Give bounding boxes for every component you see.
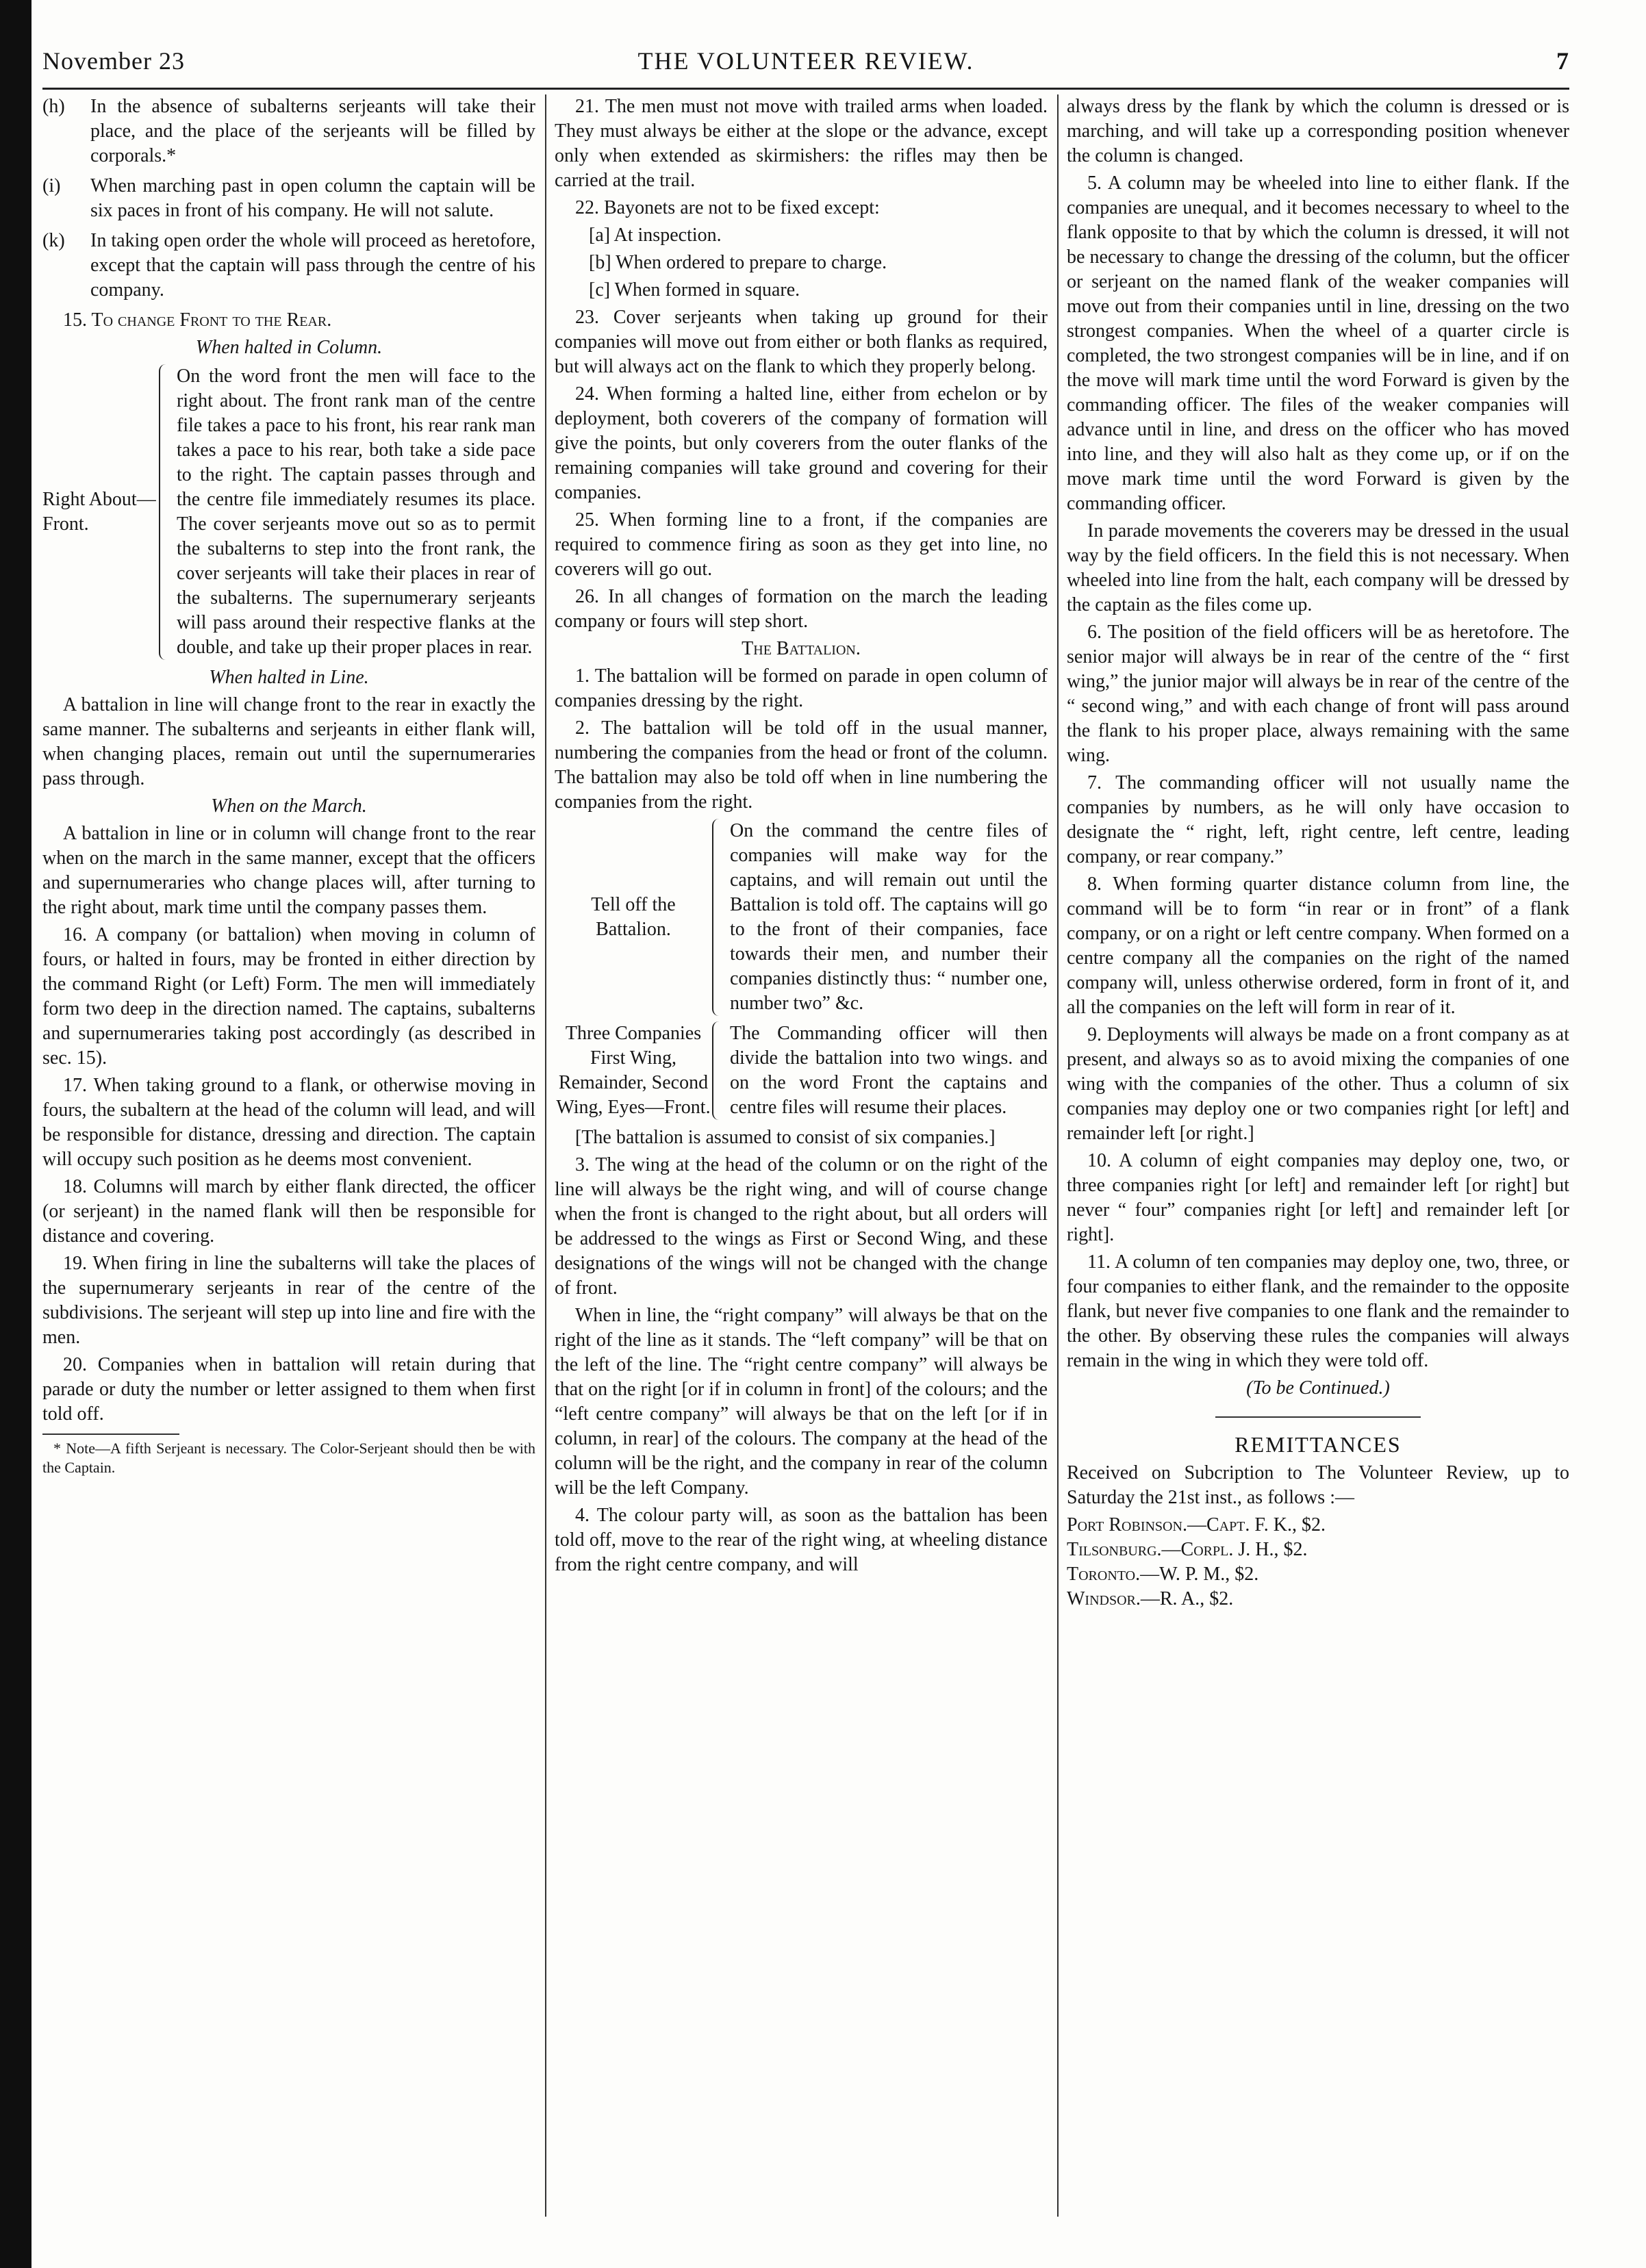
paragraph: 4. The colour party will, as soon as the battalion has been told off, move to the rear of the right wing, at wheeling distance from the right centre company, and will (555, 1505, 1048, 1575)
side-text: The Commanding officer will then divide the battalion into two wings. and on the word Front the captains and centre files will resume their places. (730, 1023, 1048, 1118)
column-2 (555, 94, 1048, 1580)
list-item (42, 174, 535, 223)
footnote: * Note—A fifth Serjeant is necessary. The Color-Serjeant should then be with the Captain. (42, 1440, 535, 1476)
paragraph: A battalion in line or in column will change front to the rear when on the march in the same manner, except that the officers and supernumeraries who change places will, after turning to the right about, mark time until the company passes them. (42, 823, 535, 918)
footnote-rule (42, 1434, 179, 1435)
list-item (42, 94, 535, 168)
brace (712, 819, 723, 1016)
paragraph: 16. A company (or battalion) when moving in column of fours, or halted in fours, may be fronted in either direction by the command Right (or Left) Form. The men will immediately form two deep in the direction named. The captains, subalterns and supernumeraries taking post accordingly (as described in sec. 15). (42, 924, 535, 1069)
header-page-number: 7 (1556, 47, 1569, 75)
binding-spine (0, 0, 31, 2268)
paragraph: A battalion in line will change front to the rear in exactly the same manner. The subalterns and serjeants in either flank will, when changing places, remain out until the supernumeraries pass through. (42, 694, 535, 789)
column-rule-2 (1057, 94, 1059, 2217)
section-heading: The Battalion. (742, 638, 861, 659)
brace (712, 1021, 723, 1120)
paragraph: 8. When forming quarter distance column from line, the command will be to form “in rear or in front” of a flank company, or on a right or left centre company. When formed on a centre company all the companies on the right of the named company will, unless otherwise ordered, form in front of it, and all the companies on the left will form in rear of it. (1067, 874, 1569, 1018)
paragraph: 5. A column may be wheeled into line to either flank. If the companies are unequal, and it becomes necessary to wheel to the flank opposite to that by which the column is dressed, it will not be necessary to change the dressing of the column, but the officer or serjeant on the named flank of the weaker companies will move out from their companies until in line, dressing on the two strongest companies. When the wheel of a quarter circle is completed, the two strongest companies will be in line, and if on the move will mark time until the word Forward is given by the commanding officer. The files of the weaker companies will advance until in line, and dress on the officer who has moved into line, and they will also halt as they come up, or if on the move mark time until the word Forward is given by the commanding officer. (1067, 173, 1569, 514)
item-text: When marching past in open column the captain will be six paces in front of his company. He will not salute. (90, 175, 535, 221)
paragraph: 6. The position of the field officers will be as heretofore. The senior major will always be in rear of the centre of the “ first wing,” the junior major will always be in rear of the centre of the “ second wing,” and with each change of front will pass around the flank to his proper place, always remaining with the same wing. (1067, 622, 1569, 766)
subheading: When halted in Line. (209, 667, 369, 688)
paragraph: 11. A column of ten companies may deploy one, two, three, or four companies to either flank, and the remainder to the opposite flank, but never five companies to one flank and the remainder to the other. By observing these rules the companies will always remain in the wing in which they were told off. (1067, 1251, 1569, 1371)
three-companies-block (555, 1021, 1048, 1120)
brace (159, 364, 170, 660)
remittances-title: REMITTANCES (1234, 1432, 1402, 1457)
newspaper-page (42, 42, 1569, 2233)
remittances-intro: Received on Subcription to The Volunteer Review, up to Saturday the 21st inst., as follows :— (1067, 1462, 1569, 1508)
paragraph: 25. When forming line to a front, if the companies are required to commence firing as soon as they get into line, no coverers will go out. (555, 509, 1048, 580)
header-date: November 23 (42, 47, 185, 75)
side-text: On the word front the men will face to the right about. The front rank man of the centre file takes a pace to his front, his rear rank man takes a pace to his rear, both take a side pace to the right. The captain passes through and the centre file immediately resumes its place. The cover serjeants move out so as to permit the subalterns to step into the front rank, the cover serjeants will take their places in rear of the subalterns. The supernumerary serjeants will pass around their respective flanks at the double, and take up their proper places in rear. (177, 366, 535, 658)
right-about-block (42, 364, 535, 660)
list-item (42, 229, 535, 303)
continued-note: (To be Continued.) (1246, 1377, 1390, 1399)
page-header (42, 42, 1569, 84)
paragraph: 21. The men must not move with trailed arms when loaded. They must always be either at the slope or the advance, except only when extended as skirmishers: the rifles may then be carried at the trail. (555, 96, 1048, 191)
paragraph: When in line, the “right company” will always be that on the right of the line as it stands. The “left company” will be that on the left of the line. The “right centre company” will always be that on the right [or if in column in front] of the colours; and the “left centre company” will always be that on the left [or if in column, in rear] of the colours. The company at the head of the column will be the right, and the company in rear of the column will be the left Company. (555, 1305, 1048, 1499)
paragraph: 19. When firing in line the subalterns will take the places of the supernumerary serjeants in rear of the centre of the subdivisions. The serjeant will step up into line and fire with the men. (42, 1253, 535, 1348)
remittance-entry: Toronto.—W. P. M., $2. (1067, 1564, 1259, 1585)
paragraph: 9. Deployments will always be made on a front company as at present, and always so as to avoid mixing the companies of one wing with the companies of the other. Thus a column of six companies may deploy one or two companies right [or left] and remainder left [or right.] (1067, 1024, 1569, 1144)
paragraph: 1. The battalion will be formed on parade in open column of companies dressing by the right. (555, 665, 1048, 711)
paragraph: 24. When forming a halted line, either from echelon or by deployment, both coverers of the company of formation will give the points, but only coverers from the outer flanks of the remaining companies will take ground and covering for their companies. (555, 383, 1048, 503)
paragraph: [The battalion is assumed to consist of six companies.] (575, 1127, 996, 1148)
paragraph: 10. A column of eight companies may deploy one, two, or three companies right [or left] and remainder left [or right] but never “ four” companies right [or left] and remainder left [or right]. (1067, 1150, 1569, 1245)
paragraph: 20. Companies when in battalion will retain during that parade or duty the number or letter assigned to them when first told off. (42, 1354, 535, 1425)
side-label: Tell off the Battalion. (591, 894, 676, 940)
header-title: THE VOLUNTEER REVIEW. (637, 47, 974, 75)
paragraph: 2. The battalion will be told off in the usual manner, numbering the companies from the head or front of the column. The battalion may also be told off when in line numbering the companies from the right. (555, 717, 1048, 813)
list-item: [c] When formed in square. (589, 279, 800, 301)
remittance-entry: Tilsonburg.—Corpl. J. H., $2. (1067, 1539, 1308, 1560)
paragraph: 17. When taking ground to a flank, or otherwise moving in fours, the subaltern at the head of the column will lead, and will be responsible for distance, dressing and direction. The captain will occupy such position as he deems most convenient. (42, 1075, 535, 1170)
list-item: [a] At inspection. (589, 225, 722, 246)
ornament-divider (1067, 1403, 1569, 1428)
column-rule-1 (545, 94, 546, 2217)
paragraph: 7. The commanding officer will not usually name the companies by numbers, as he will only have occasion to designate the “ right, left, right centre, left centre, leading company, or rear company.” (1067, 772, 1569, 867)
list-item: [b] When ordered to prepare to charge. (589, 252, 887, 273)
header-rule (42, 88, 1569, 90)
side-label: Three Companies First Wing, Remainder, Second Wing, Eyes—Front. (556, 1023, 711, 1118)
section-heading: 15. To change Front to the Rear. (63, 309, 332, 331)
column-3 (1067, 94, 1569, 1611)
item-text: In the absence of subalterns serjeants will take their place, and the place of the serjeants will be filled by corporals.* (90, 96, 535, 166)
remittance-entry: Port Robinson.—Capt. F. K., $2. (1067, 1514, 1326, 1536)
subheading: When on the March. (211, 795, 367, 817)
paragraph: 3. The wing at the head of the column or on the right of the line will always be the right wing, and will of course change when the front is changed to the right about, but all orders will be addressed to the wings as First or Second Wing, and these designations of the wings will not be changed with the change of front. (555, 1154, 1048, 1299)
paragraph: 23. Cover serjeants when taking up ground for their companies will move out from either or both flanks as required, but will always act on the flank to which they properly belong. (555, 307, 1048, 377)
item-label: (h) (42, 96, 65, 117)
remittance-entry: Windsor.—R. A., $2. (1067, 1588, 1234, 1609)
subheading: When halted in Column. (195, 337, 383, 358)
item-label: (i) (42, 175, 61, 196)
item-text: In taking open order the whole will proceed as heretofore, except that the captain will pass through the centre of his company. (90, 230, 535, 301)
column-1 (42, 94, 535, 1480)
paragraph: 26. In all changes of formation on the march the leading company or fours will step short. (555, 586, 1048, 632)
side-text: On the command the centre files of companies will make way for the captains, and will remain out until the Battalion is told off. The captains will go to the front of their companies, face towards their men, and number their companies distinctly thus: “ number one, number two” &c. (730, 820, 1048, 1014)
paragraph: 18. Columns will march by either flank directed, the officer (or serjeant) in the named flank will then be responsible for distance and covering. (42, 1176, 535, 1247)
paragraph: always dress by the flank by which the column is dressed or is marching, and will take up a corresponding position whenever the column is changed. (1067, 96, 1569, 166)
paragraph: 22. Bayonets are not to be fixed except: (575, 197, 880, 218)
paragraph: In parade movements the coverers may be dressed in the usual way by the field officers. In the field this is not necessary. When wheeled into line from the halt, each company will be dressed by the captain as the files come up. (1067, 520, 1569, 615)
tell-off-block (555, 819, 1048, 1016)
side-label: Right About—Front. (42, 489, 156, 535)
item-label: (k) (42, 230, 65, 251)
